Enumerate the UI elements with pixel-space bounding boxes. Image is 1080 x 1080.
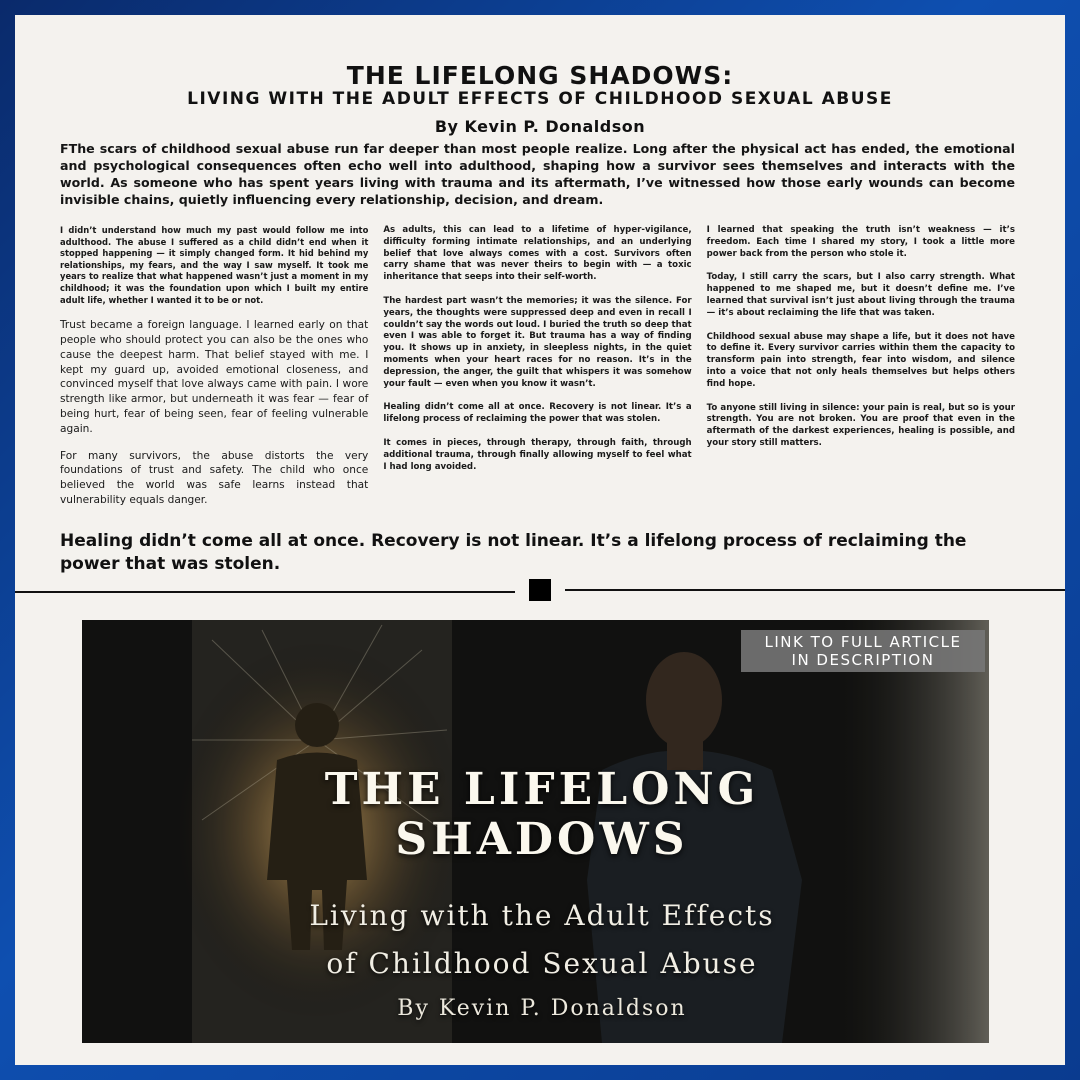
cover-image xyxy=(82,620,989,1043)
article-columns xyxy=(60,225,1015,535)
pull-quote: Healing didn’t come all at once. Recovery is not linear. It’s a lifelong process of reclaiming the power that was stolen. xyxy=(60,531,967,574)
paragraph: I didn’t understand how much my past would follow me into adulthood. The abuse I suffered as a child didn’t end when it stopped happening — it simply changed form. It hid behind my relationships, my fears, and the way I saw myself. It took me years to realize that what happened wasn’t just a moment in my childhood; it was the foundation upon which I built my entire adult life, whether I wanted it to be or not. xyxy=(60,225,369,305)
cover-title-line: SHADOWS xyxy=(395,814,689,865)
paragraph: Trust became a foreign language. I learned early on that people who should protect you can also be the ones who cause the deepest harm. That belief stayed with me. I kept my guard up, avoided emotional closeness, and convinced myself that love always came with pain. I wore strength like armor, but underneath it was fear — fear of being hurt, fear of being seen, fear of feeling vulnerable again. xyxy=(60,319,369,435)
cover-subtitle-line: of Childhood Sexual Abuse xyxy=(326,947,758,980)
cover-title-line: THE LIFELONG xyxy=(324,764,760,815)
column-1 xyxy=(60,225,368,535)
divider-line-right xyxy=(565,589,1065,591)
cover-subtitle xyxy=(232,892,852,988)
article-subtitle: LIVING WITH THE ADULT EFFECTS OF CHILDHOOD SEXUAL ABUSE xyxy=(187,89,893,109)
article-header xyxy=(15,63,1065,136)
paragraph: To anyone still living in silence: your pain is real, but so is your strength. You are not broken. You are proof that even in the aftermath of the darkest experiences, healing is possible, and your story still matters. xyxy=(706,402,1015,448)
paragraph: As adults, this can lead to a lifetime of hyper-vigilance, difficulty forming intimate relationships, and an underlying belief that love always comes with a cost. Survivors often carry shame that was never theirs to begin with — a toxic inheritance that seeps into their self-worth. xyxy=(383,225,692,283)
badge-line: IN DESCRIPTION xyxy=(791,651,935,669)
article-page xyxy=(15,15,1065,1065)
cover-subtitle-line: Living with the Adult Effects xyxy=(309,899,775,932)
paragraph: I learned that speaking the truth isn’t weakness — it’s freedom. Each time I shared my story, I took a little more power back from the person who stole it. xyxy=(706,225,1015,259)
cover-byline: By Kevin P. Donaldson xyxy=(397,996,687,1021)
column-2 xyxy=(383,225,691,535)
paragraph: It comes in pieces, through therapy, through faith, through additional trauma, through finally allowing myself to feel what I had long avoided. xyxy=(383,437,692,472)
badge-line: LINK TO FULL ARTICLE xyxy=(764,633,962,651)
article-byline: By Kevin P. Donaldson xyxy=(434,117,646,136)
article-title: THE LIFELONG SHADOWS: xyxy=(346,61,734,90)
paragraph: Childhood sexual abuse may shape a life, but it does not have to define it. Every survivor carries within them the capacity to transform pain into strength, fear into wisdom, and silence into a voice that not only heals themselves but helps others find hope. xyxy=(706,331,1015,389)
divider-line-left xyxy=(15,591,515,593)
paragraph: Today, I still carry the scars, but I also carry strength. What happened to me shaped me, but it doesn’t define me. I’ve learned that survival isn’t just about living through the trauma — it’s about reclaiming the life that was taken. xyxy=(706,272,1015,318)
divider-square xyxy=(529,579,551,601)
paragraph: The hardest part wasn’t the memories; it was the silence. For years, the thoughts were suppressed deep and even in recall I couldn’t say the words out loud. I buried the truth so deep that even I was able to forget it. But trauma has a way of finding you. It shows up in anxiety, in sleepless nights, in the quiet moments when your heart races for no reason. It’s in the depression, the anger, the guilt that whispers it was somehow your fault — even when you know it wasn’t. xyxy=(383,295,692,389)
paragraph: Healing didn’t come all at once. Recovery is not linear. It’s a lifelong process of reclaiming the power that was stolen. xyxy=(383,402,692,425)
intro-paragraph: FThe scars of childhood sexual abuse run far deeper than most people realize. Long after the physical act has ended, the emotional and psychological consequences often echo well into adulthood, shaping how a survivor sees themselves and interacts with the world. As someone who has spent years living with trauma and its aftermath, I’ve witnessed how those early wounds can become invisible chains, quietly influencing every relationship, decision, and dream. xyxy=(60,141,1015,207)
cover-title xyxy=(252,765,832,865)
paragraph: For many survivors, the abuse distorts the very foundations of trust and safety. The child who once believed the world was safe learns instead that vulnerability equals danger. xyxy=(60,449,369,506)
column-3 xyxy=(707,225,1015,535)
link-badge xyxy=(741,630,985,672)
